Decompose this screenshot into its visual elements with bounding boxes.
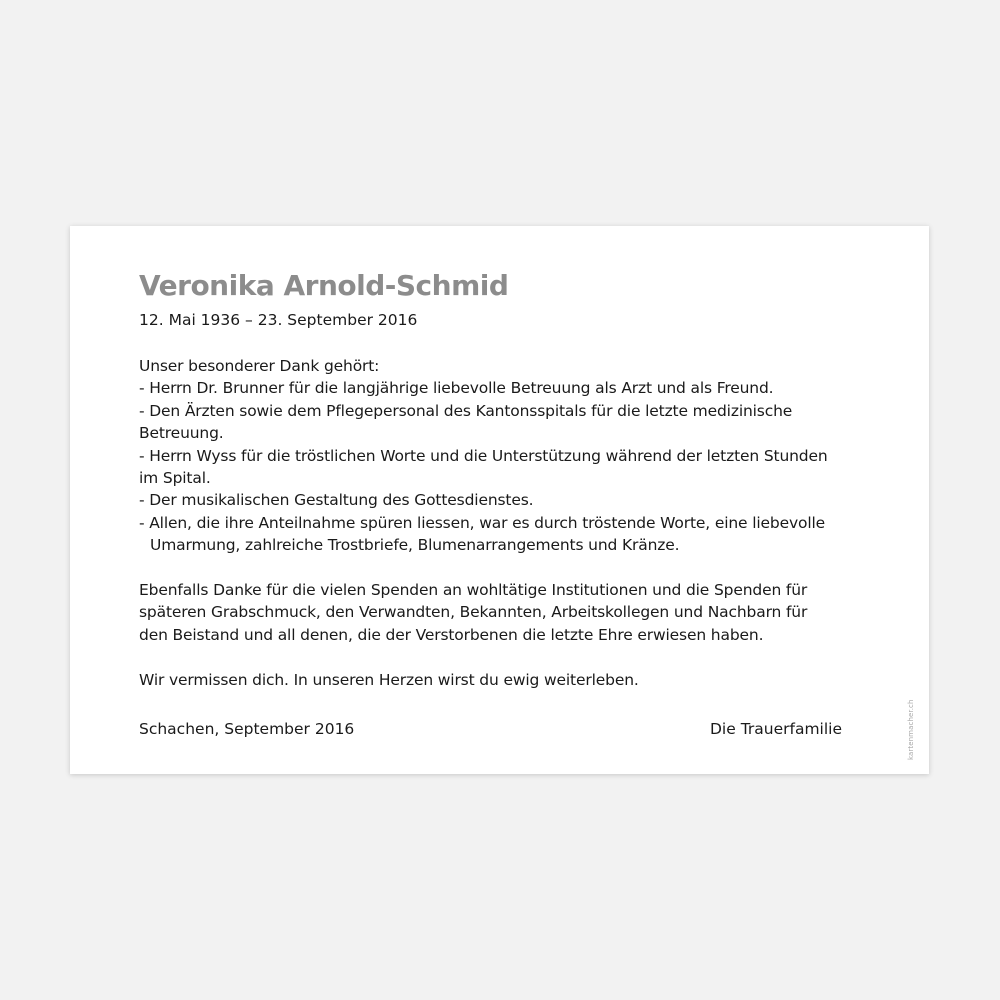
donations-line: Ebenfalls Danke für die vielen Spenden an wohltätige Institutionen und die Spenden für: [139, 581, 808, 600]
condolence-card: [70, 226, 929, 774]
place-date: Schachen, September 2016: [139, 720, 355, 738]
thanks-line: im Spital.: [139, 469, 211, 488]
paragraph-gap: [139, 646, 879, 668]
thanks-line: - Der musikalischen Gestaltung des Gottesdienstes.: [139, 491, 534, 510]
signature: Die Trauerfamilie: [709, 720, 842, 738]
card-content: [139, 268, 879, 691]
watermark-text: kartenmacher.ch: [907, 699, 915, 760]
thanks-section: [139, 355, 879, 557]
donations-section: [139, 579, 879, 646]
watermark: [907, 694, 916, 760]
life-dates: 12. Mai 1936 – 23. September 2016: [139, 311, 418, 329]
thanks-heading: Unser besonderer Dank gehört:: [139, 357, 380, 375]
donations-line: späteren Grabschmuck, den Verwandten, Bekannten, Arbeitskollegen und Nachbarn für: [139, 603, 808, 622]
thanks-line: - Herrn Wyss für die tröstlichen Worte und die Unterstützung während der letzten Stunden: [139, 446, 828, 465]
deceased-name: Veronika Arnold-Schmid: [139, 269, 509, 302]
closing-sentence: Wir vermissen dich. In unseren Herzen wirst du ewig weiterleben.: [139, 670, 639, 689]
thanks-line: Umarmung, zahlreiche Trostbriefe, Blumenarrangements und Kränze.: [150, 536, 680, 555]
thanks-line: - Allen, die ihre Anteilnahme spüren liessen, war es durch tröstende Worte, eine liebevolle: [139, 513, 826, 532]
card-footer: [139, 718, 842, 740]
thanks-line: Betreuung.: [139, 424, 224, 443]
paragraph-gap: [139, 557, 879, 579]
donations-line: den Beistand und all denen, die der Verstorbenen die letzte Ehre erwiesen haben.: [139, 625, 764, 644]
thanks-line: - Herrn Dr. Brunner für die langjährige liebevolle Betreuung als Arzt und als Freund.: [139, 379, 774, 398]
thanks-line: - Den Ärzten sowie dem Pflegepersonal des Kantonsspitals für die letzte medizinische: [139, 401, 793, 420]
